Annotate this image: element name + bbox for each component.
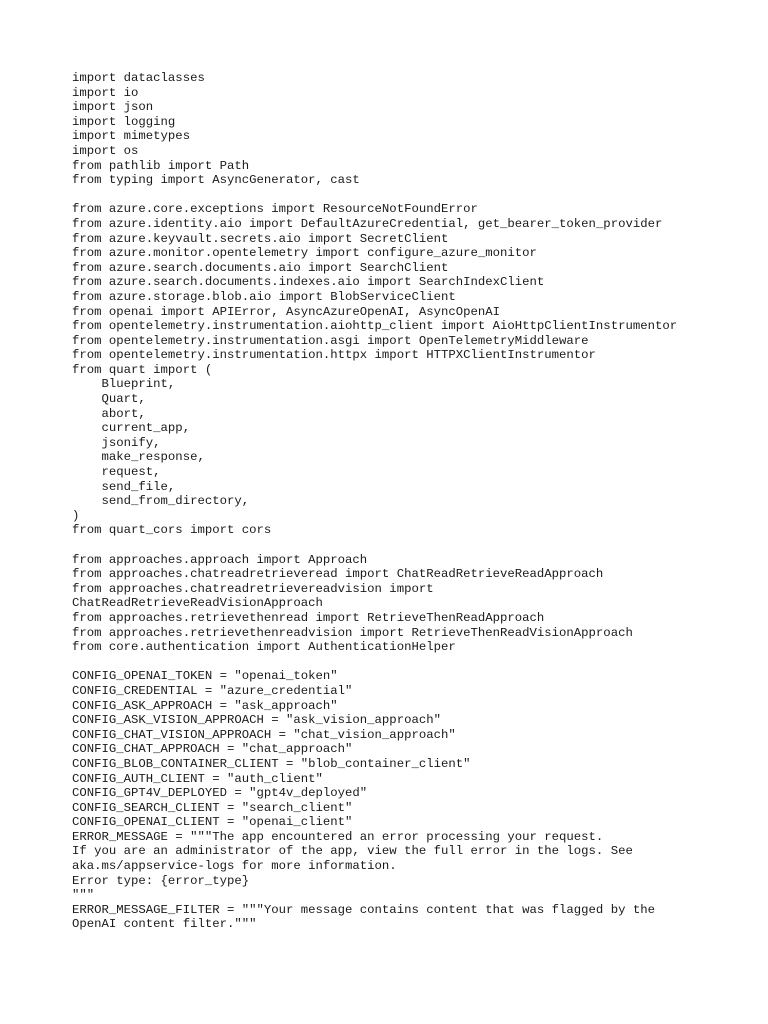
code-line: CONFIG_BLOB_CONTAINER_CLIENT = "blob_container_client" [72,756,471,771]
code-line: Error type: {error_type} [72,873,250,888]
code-line: CONFIG_SEARCH_CLIENT = "search_client" [72,800,353,815]
code-line: aka.ms/appservice-logs for more information. [72,859,397,874]
code-line: import json [72,100,154,115]
code-line: from approaches.retrievethenread import RetrieveThenReadApproach [72,610,545,625]
code-line: If you are an administrator of the app, view the full error in the logs. See [72,844,633,859]
code-line: import dataclasses [72,71,205,85]
code-line: from approaches.chatreadretrievereadvision import [72,581,434,596]
code-line: from approaches.retrievethenreadvision import RetrieveThenReadVisionApproach [72,625,633,640]
code-line: from azure.search.documents.aio import SearchClient [72,260,449,275]
code-line: from azure.keyvault.secrets.aio import SecretClient [72,231,449,246]
code-line: send_from_directory, [72,494,250,509]
code-line: import os [72,143,139,158]
code-block [72,71,752,932]
code-line: ERROR_MESSAGE_FILTER = """Your message contains content that was flagged by the [72,902,655,917]
code-line: from azure.storage.blob.aio import BlobServiceClient [72,289,456,304]
code-line: request, [72,465,161,480]
code-line: from core.authentication import AuthenticationHelper [72,640,456,655]
code-line [72,655,752,670]
code-line: CONFIG_AUTH_CLIENT = "auth_client" [72,771,323,786]
code-line: CONFIG_CREDENTIAL = "azure_credential" [72,683,353,698]
code-line: from typing import AsyncGenerator, cast [72,173,360,188]
code-line: from opentelemetry.instrumentation.aiohttp_client import AioHttpClientInstrumentor [72,319,678,334]
code-line: from opentelemetry.instrumentation.asgi import OpenTelemetryMiddleware [72,333,589,348]
code-line: from approaches.approach import Approach [72,552,368,567]
code-line: import logging [72,114,176,129]
code-line: Quart, [72,392,146,407]
code-line: CONFIG_OPENAI_TOKEN = "openai_token" [72,669,338,684]
code-line: CONFIG_ASK_APPROACH = "ask_approach" [72,698,338,713]
code-line: from azure.search.documents.indexes.aio import SearchIndexClient [72,275,545,290]
code-line: from openai import APIError, AsyncAzureOpenAI, AsyncOpenAI [72,304,501,319]
code-line: CONFIG_ASK_VISION_APPROACH = "ask_vision_approach" [72,713,441,728]
code-line: from opentelemetry.instrumentation.httpx import HTTPXClientInstrumentor [72,348,596,363]
code-line: import mimetypes [72,129,191,144]
code-line: CONFIG_CHAT_VISION_APPROACH = "chat_vision_approach" [72,727,456,742]
code-line: from quart import ( [72,362,213,377]
code-line: from approaches.chatreadretrieveread import ChatReadRetrieveReadApproach [72,567,604,582]
code-line: abort, [72,406,146,421]
code-line: from quart_cors import cors [72,523,272,538]
code-line: OpenAI content filter.""" [72,917,257,932]
code-line: """ [72,888,95,903]
code-line [72,538,752,553]
code-line: ) [72,508,80,523]
code-line: make_response, [72,450,205,465]
code-line: import io [72,85,139,100]
code-line: from azure.monitor.opentelemetry import configure_azure_monitor [72,246,537,261]
code-line: ChatReadRetrieveReadVisionApproach [72,596,323,611]
code-line [72,188,752,203]
code-line: ERROR_MESSAGE = """The app encountered an error processing your request. [72,829,604,844]
code-line: from azure.identity.aio import DefaultAzureCredential, get_bearer_token_provider [72,216,663,231]
code-line: CONFIG_OPENAI_CLIENT = "openai_client" [72,815,353,830]
code-line: CONFIG_GPT4V_DEPLOYED = "gpt4v_deployed" [72,786,368,801]
code-line: CONFIG_CHAT_APPROACH = "chat_approach" [72,742,353,757]
code-line: current_app, [72,421,191,436]
code-line: jsonify, [72,435,161,450]
code-line: send_file, [72,479,176,494]
code-line: from pathlib import Path [72,158,250,173]
code-line: Blueprint, [72,377,176,392]
code-line: from azure.core.exceptions import ResourceNotFoundError [72,202,478,217]
